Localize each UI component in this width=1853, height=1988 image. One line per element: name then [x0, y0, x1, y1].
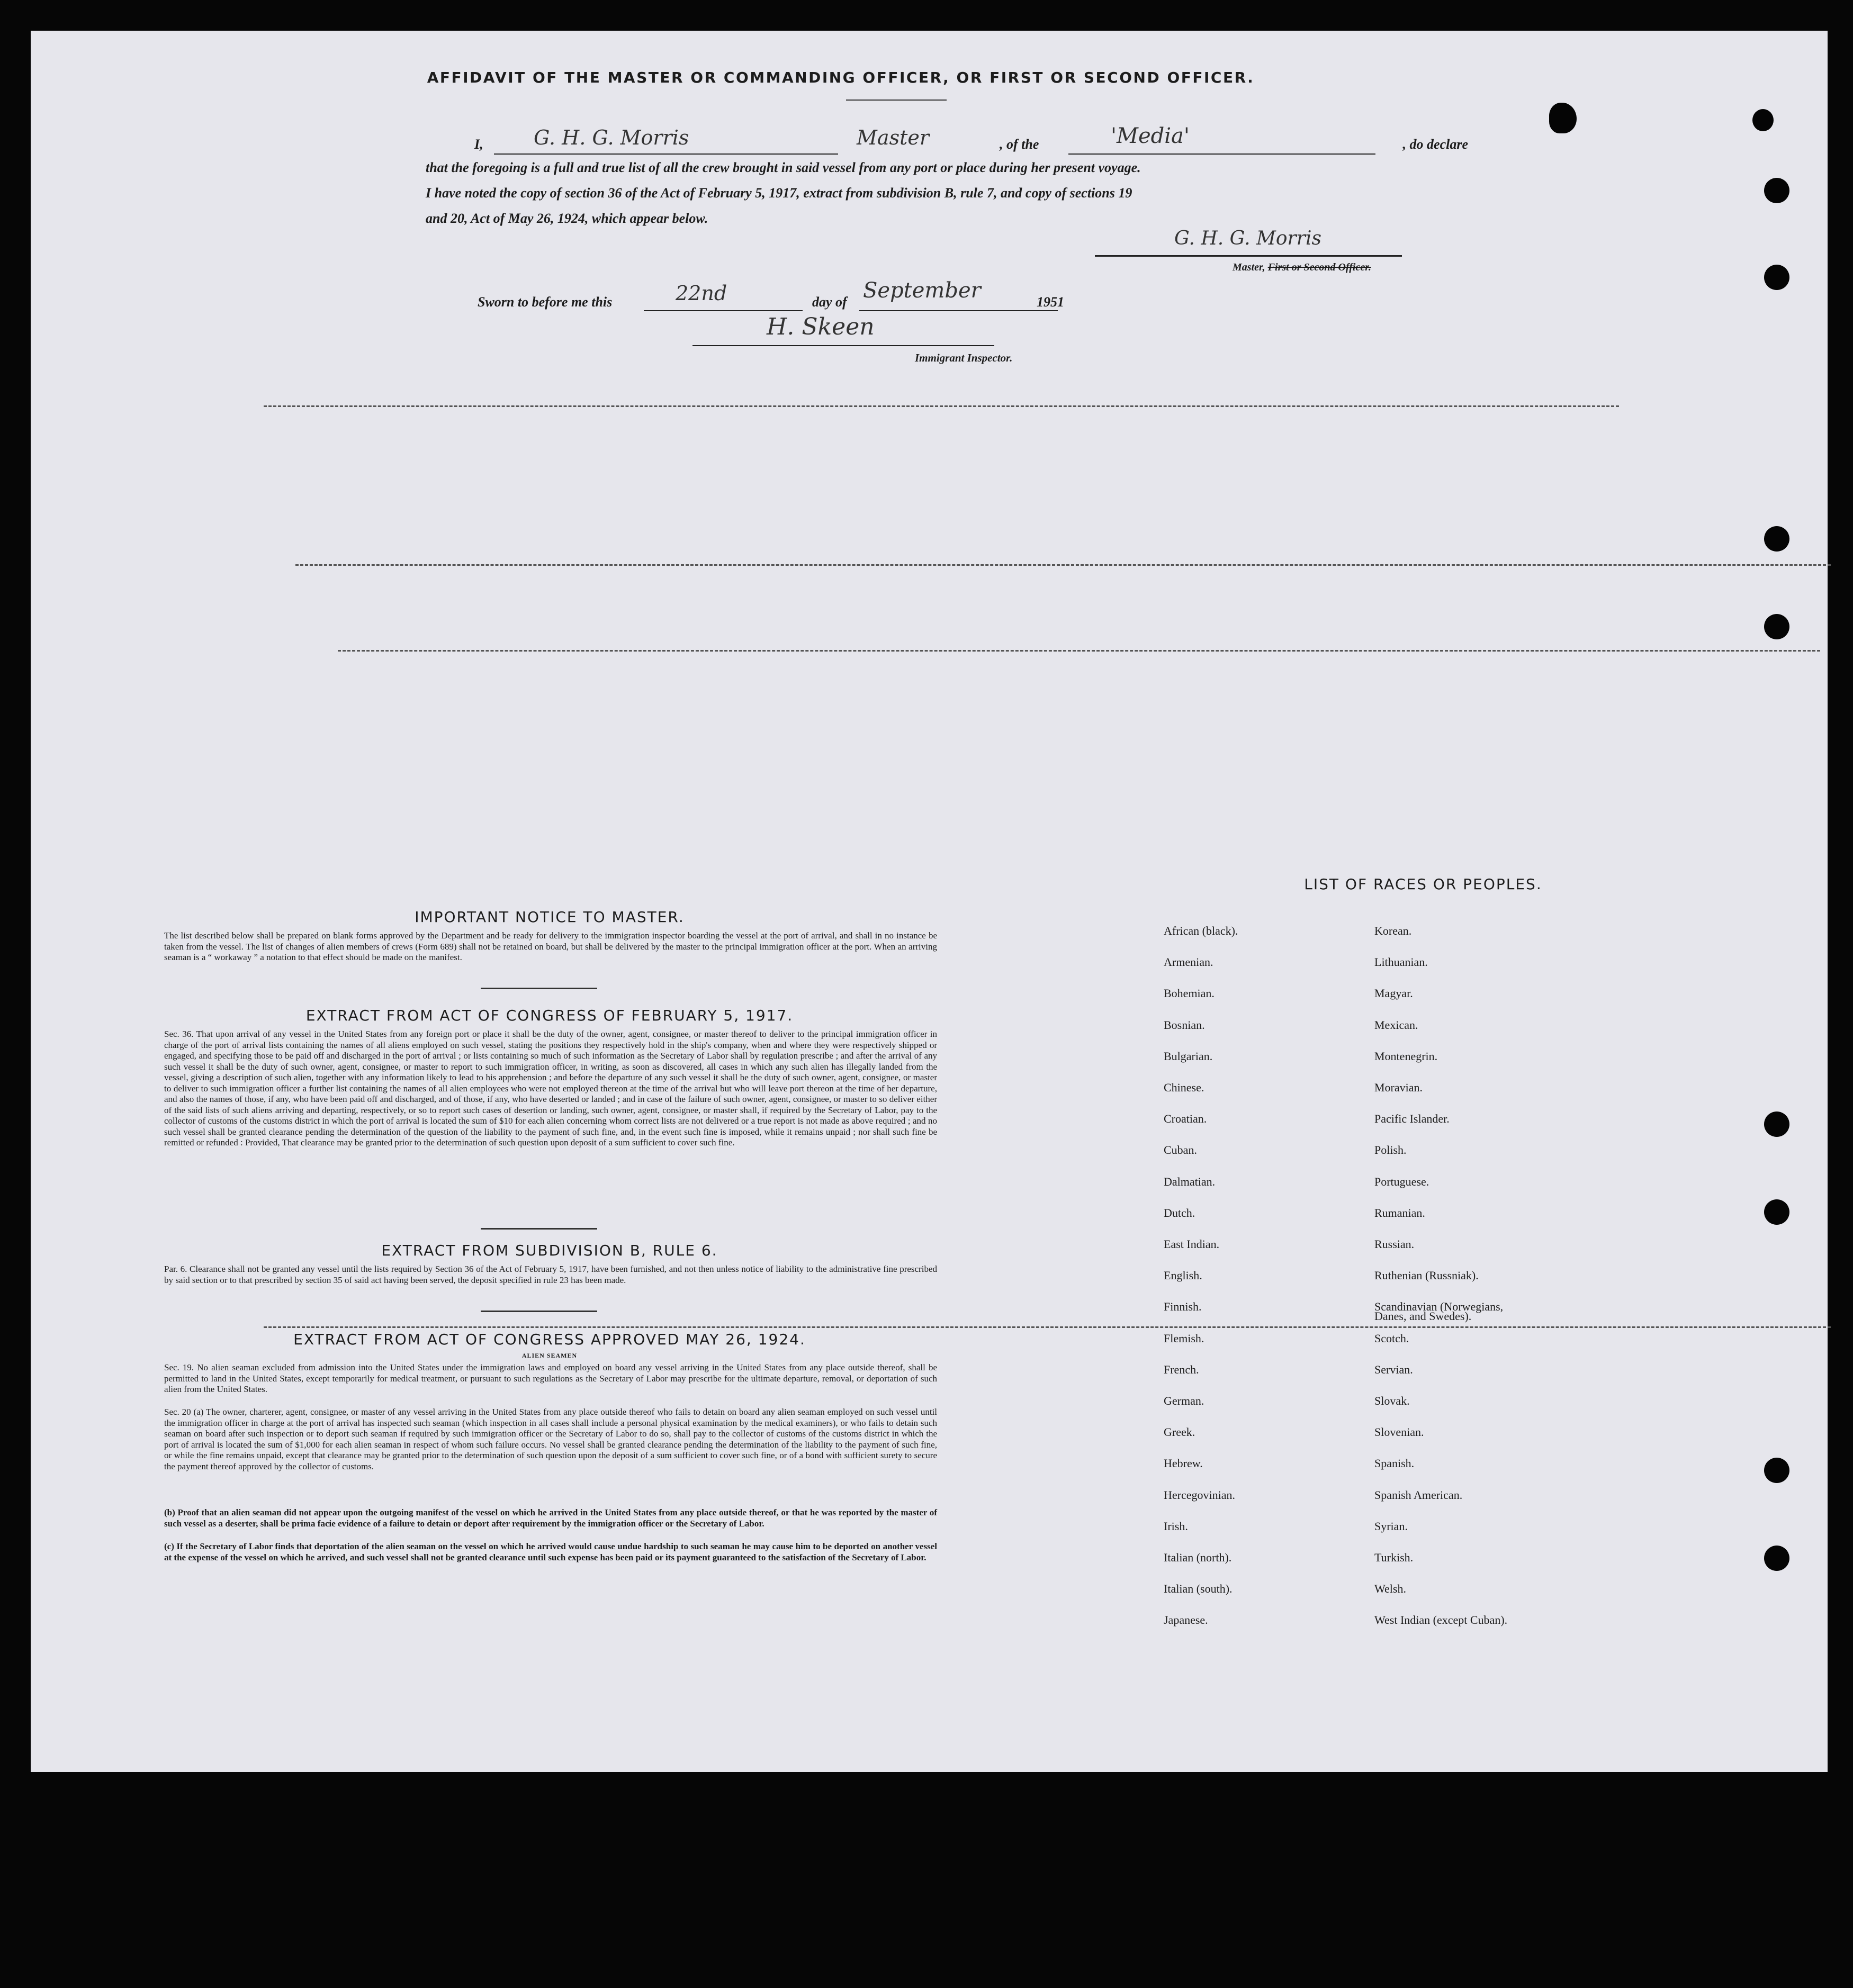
extract-1924-subtitle: ALIEN SEAMEN — [521, 1352, 578, 1359]
race-item: Portuguese. — [1374, 1175, 1429, 1188]
extract-1924-sec20c: (c) If the Secretary of Labor finds that deportation of the alien seaman on the vessel on which he arrived would cause undue hardship to such seaman he may cause him to be deported on another vessel at the expense of the vessel on which he arrived, and such vessel shall not be granted clearance until such expense has been paid or its payment guaranteed to the satisfaction of the Secretary of Labor. — [164, 1541, 937, 1562]
extract-1917-body: Sec. 36. That upon arrival of any vessel in the United States from any foreign port or place it shall be the duty of the owner, agent, consignee, or master thereof to deliver to the principal immigration officer in charge of the port of arrival lists containing the names of all aliens employed on such vessel, stating the positions they respectively hold in the ship's company, when and where they were respectively shipped or engaged, and specifying those to be paid off and discharged in the port of arrival ; or lists containing so much of such information as the Secretary of Labor shall by regulation prescribe ; and after the arrival of any such vessel it shall be the duty of such owner, agent, consignee, or master to report to such immigration officer, in writing, as soon as discovered, all cases in which any such alien has illegally landed from the vessel, giving a description of such alien, together with any information likely to lead to his apprehension ; and before the departure of any such vessel it shall be the duty of such owner, agent, consignee, or master to deliver to such immigration officer a further list containing the names of all alien employees who were not employed thereon at the time of the arrival but who will leave port thereon at the time of her departure, and also the names of those, if any, who have been paid off and discharged, and of those, if any, who have deserted or landed ; and in case of the failure of such owner, agent, consignee, or master to so deliver either of the said lists of such aliens arriving and departing, respectively, or so to report such cases of desertion or landing, such owner, agent, consignee, or master shall, if required by the Secretary of Labor, pay to the collector of customs of the customs district in which the port of arrival is located the sum of $10 for each alien concerning whom correct lists are not delivered or a true report is not made as above required ; and no such vessel shall be granted clearance pending the determination of the question of the liability to the payment of such fine, and, in the event such fine is imposed, while it remains unpaid ; nor shall such fine be remitted or refunded : Provided, That clearance may be granted prior to the determination of such question upon deposit of a sum sufficient to cover such fine. — [164, 1029, 937, 1147]
month-line — [859, 310, 1058, 311]
race-item: Dalmatian. — [1164, 1175, 1216, 1188]
race-item: Welsh. — [1374, 1582, 1406, 1595]
extract-rule6-title: EXTRACT FROM SUBDIVISION B, RULE 6. — [381, 1242, 718, 1259]
race-item: Lithuanian. — [1374, 955, 1428, 969]
race-item: African (black). — [1164, 924, 1238, 937]
race-item: Magyar. — [1374, 987, 1413, 1000]
race-item: Slovenian. — [1374, 1425, 1424, 1439]
race-item: Japanese. — [1164, 1613, 1208, 1626]
punch-hole — [1764, 1458, 1789, 1483]
race-item: Turkish. — [1374, 1551, 1414, 1564]
officer-caption-struck: First or Second Officer. — [1267, 261, 1371, 273]
race-item: Italian (south). — [1164, 1582, 1233, 1595]
name-line — [494, 153, 838, 155]
race-item: Finnish. — [1164, 1300, 1202, 1313]
race-item: Syrian. — [1374, 1520, 1408, 1533]
punch-hole — [1764, 265, 1789, 290]
race-item: Croatian. — [1164, 1112, 1207, 1125]
sworn-label: Sworn to before me this — [478, 294, 613, 310]
rank-handwritten: Master — [857, 126, 929, 149]
title-divider — [846, 100, 947, 101]
race-item: German. — [1164, 1394, 1204, 1407]
list-divider — [264, 405, 1619, 407]
master-name-handwritten: G. H. G. Morris — [534, 126, 689, 149]
do-declare-label: , do declare — [1402, 137, 1468, 152]
master-caption — [1233, 261, 1371, 274]
race-item: Scandinavian (Norwegians, — [1374, 1300, 1504, 1313]
race-item: English. — [1164, 1269, 1202, 1282]
extract-rule6-divider — [481, 1311, 597, 1312]
ink-blot — [1549, 103, 1577, 133]
of-the-label: , of the — [1000, 137, 1039, 152]
affidavit-line-4: and 20, Act of May 26, 1924, which appear below. — [426, 211, 708, 226]
race-item: Moravian. — [1374, 1081, 1423, 1094]
race-item: Bosnian. — [1164, 1018, 1205, 1032]
punch-hole — [1764, 178, 1789, 203]
extract-rule6-body: Par. 6. Clearance shall not be granted any vessel until the lists required by Section 36 of the Act of February 5, 1917, have been furnished, and not then unless notice of liability to the administrative fine prescribed by said section or to that prescribed by section 35 of said act having been served, the deposit specified in rule 23 has been made. — [164, 1264, 937, 1285]
extract-1924-sec20b: (b) Proof that an alien seaman did not appear upon the outgoing manifest of the vessel on which he arrived in the United States from any place outside thereof, or that he was reported by the master of such vessel as a deserter, shall be prima facie evidence of a failure to detain or deport after requirement by the immigration officer or the Secretary of Labor. — [164, 1507, 937, 1529]
document-page — [31, 31, 1828, 1772]
extract-1917-title: EXTRACT FROM ACT OF CONGRESS OF FEBRUARY 5, 1917. — [305, 1007, 794, 1024]
extract-1917-divider — [481, 1228, 597, 1230]
vessel-name-handwritten: 'Media' — [1111, 124, 1190, 148]
notice-divider — [481, 988, 597, 989]
extract-1924-title: EXTRACT FROM ACT OF CONGRESS APPROVED MAY 26, 1924. — [293, 1331, 806, 1348]
affidavit-title: AFFIDAVIT OF THE MASTER OR COMMANDING OFFICER, OR FIRST OR SECOND OFFICER. — [427, 69, 1255, 86]
race-item: Spanish American. — [1374, 1488, 1463, 1502]
race-item: French. — [1164, 1363, 1199, 1376]
race-item: Slovak. — [1374, 1394, 1410, 1407]
master-caption-label: Master, — [1233, 261, 1265, 273]
race-item: Armenian. — [1164, 955, 1213, 969]
race-item: Servian. — [1374, 1363, 1413, 1376]
ink-blot — [1752, 109, 1774, 131]
race-item: Greek. — [1164, 1425, 1195, 1439]
race-item: Mexican. — [1374, 1018, 1418, 1032]
races-title: LIST OF RACES OR PEOPLES. — [1304, 875, 1542, 893]
race-item: Italian (north). — [1164, 1551, 1232, 1564]
race-item: Bulgarian. — [1164, 1050, 1213, 1063]
race-item: Flemish. — [1164, 1332, 1204, 1345]
race-continuation: Danes, and Swedes). — [1374, 1309, 1472, 1323]
race-item: Russian. — [1374, 1237, 1415, 1251]
race-item: Polish. — [1374, 1143, 1407, 1156]
punch-hole — [1764, 1199, 1789, 1225]
race-item: Cuban. — [1164, 1143, 1197, 1156]
signature-line — [1095, 255, 1402, 257]
punch-hole — [1764, 526, 1789, 552]
day-line — [644, 310, 803, 311]
race-item: Rumanian. — [1374, 1206, 1425, 1219]
day-handwritten: 22nd — [676, 282, 727, 305]
list-divider — [295, 564, 1831, 566]
race-item: West Indian (except Cuban). — [1374, 1613, 1508, 1626]
race-item: Irish. — [1164, 1520, 1188, 1533]
race-item: East Indian. — [1164, 1237, 1220, 1251]
race-item: Dutch. — [1164, 1206, 1195, 1219]
inspector-caption: Immigrant Inspector. — [915, 351, 1013, 364]
extract-1924-sec19: Sec. 19. No alien seaman excluded from admission into the United States under the immigration laws and employed on board any vessel arriving in the United States from any place outside thereof, shall be permitted to land in the United States, except temporarily for medical treatment, or pursuant to such regulations as the Secretary of Labor may prescribe for the ultimate departure, removal, or deportation of such alien from the United States. — [164, 1362, 937, 1394]
race-item: Hebrew. — [1164, 1457, 1203, 1470]
race-item: Ruthenian (Russniak). — [1374, 1269, 1479, 1282]
affidavit-line-3: I have noted the copy of section 36 of the Act of February 5, 1917, extract from subdivision B, rule 7, and copy of sections 19 — [426, 185, 1132, 201]
vessel-line — [1068, 153, 1375, 155]
race-item: Scotch. — [1374, 1332, 1409, 1345]
notice-body: The list described below shall be prepared on blank forms approved by the Department and be ready for delivery to the immigration inspector boarding the vessel at the port of arrival, and shall in no instance be taken from the vessel. The list of changes of alien members of crews (Form 689) shall not be retained on board, but shall be delivered by the master to the principal immigration officer at the port. When an arriving seaman is a “ workaway ” a notation to that effect should be made on the manifest. — [164, 930, 937, 962]
master-signature-handwritten: G. H. G. Morris — [1174, 228, 1321, 249]
race-item: Montenegrin. — [1374, 1050, 1438, 1063]
race-item: Spanish. — [1374, 1457, 1415, 1470]
punch-hole — [1764, 1546, 1789, 1571]
race-item: Chinese. — [1164, 1081, 1204, 1094]
notice-title: IMPORTANT NOTICE TO MASTER. — [415, 908, 685, 926]
year-label: 1951 — [1037, 294, 1064, 310]
affidavit-i: I, — [474, 137, 483, 152]
affidavit-line-2: that the foregoing is a full and true list of all the crew brought in said vessel from any port or place during her present voyage. — [426, 160, 1141, 175]
punch-hole — [1764, 614, 1789, 639]
day-of-label: day of — [812, 294, 847, 310]
punch-hole — [1764, 1112, 1789, 1137]
race-item: Bohemian. — [1164, 987, 1215, 1000]
race-item: Pacific Islander. — [1374, 1112, 1450, 1125]
race-item: Korean. — [1374, 924, 1412, 937]
month-handwritten: September — [863, 278, 981, 303]
inspector-signature-handwritten: H. Skeen — [767, 313, 875, 340]
race-item: Hercegovinian. — [1164, 1488, 1235, 1502]
extract-1924-sec20a: Sec. 20 (a) The owner, charterer, agent, consignee, or master of any vessel arriving in the United States from any place outside thereof who fails to detain on board any alien seaman employed on such vessel until the immigration officer in charge at the port of arrival has inspected such seaman (which inspection in all cases shall include a personal physical examination by the medical examiners), or who fails to detain such seaman on board after such inspection or to deport such seaman if required by such immigration officer or the Secretary of Labor to do so, shall pay to the collector of customs of the customs district in which the port of arrival is located the sum of $1,000 for each alien seaman in respect of whom such failure occurs. No vessel shall be granted clearance pending the determination of the liability to the payment of such fine, or while the fine remains unpaid, except that clearance may be granted prior to the determination of such question upon the deposit of a sum sufficient to cover such fine, or of a bond with sufficient surety to secure the payment thereof approved by the collector of customs. — [164, 1407, 937, 1471]
list-divider — [264, 1326, 1831, 1328]
list-divider — [338, 650, 1820, 652]
inspector-line — [692, 345, 994, 346]
